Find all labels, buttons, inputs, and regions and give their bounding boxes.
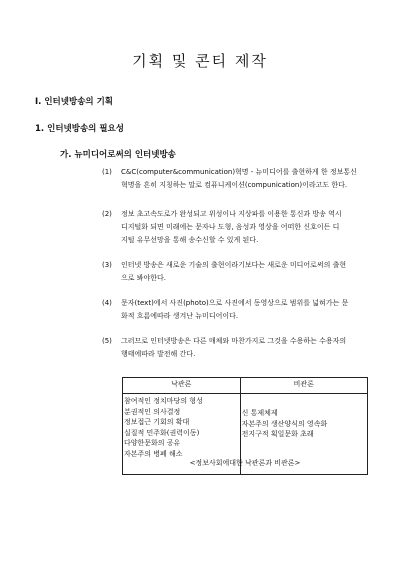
- header-pessimism: 비관론: [240, 378, 367, 394]
- paragraph-3: [102, 259, 347, 285]
- page-title: 기획 및 콘티 제작: [132, 52, 268, 70]
- list-item: 다양한문화의 공유: [124, 439, 181, 447]
- list-item: 정보접근 기회의 확대: [124, 418, 190, 426]
- paragraph-number: (5): [102, 337, 112, 345]
- list-item: 실질적 민주화(권력이동): [124, 428, 200, 437]
- subsection-heading: 1. 인터넷방송의 필요성: [35, 124, 124, 134]
- list-item: 자본주의 병폐 해소: [124, 449, 183, 458]
- list-item: 신 통제체제: [241, 409, 278, 417]
- paragraph-line: 화적 흐름에따라 생겨난 뉴미디어이다.: [121, 312, 239, 320]
- header-optimism: 낙관론: [123, 378, 241, 394]
- paragraph-number: (4): [102, 299, 112, 307]
- list-item: 참여적인 정치마당의 형성: [124, 397, 203, 405]
- paragraph-line: 지털 유무선망을 통해 송수신할 수 있게 된다.: [121, 236, 259, 244]
- table-caption: <정보사회에대한 낙관론과 비관론>: [189, 459, 301, 467]
- paragraph-line: 디지털화 되면 미래에는 문자나 도형, 음성과 영상을 어떠한 신호이든 디: [121, 223, 340, 231]
- paragraph-1: [102, 166, 357, 192]
- list-item: 자본주의 생산양식의 영속화: [241, 419, 328, 428]
- paragraph-line: 인터넷 방송은 새로운 기술의 출현이라기보다는 새로운 미디어로써의 출현: [121, 261, 347, 269]
- paragraph-line: C&C(computer&communication)혁명 - 뉴미디어를 출현하게 한 정보통신: [121, 168, 357, 176]
- sub-subsection-heading: 가. 뉴미디어로써의 인터넷방송: [60, 150, 176, 160]
- paragraph-4: [102, 297, 349, 323]
- list-item: 전지구적 획일문화 초래: [241, 430, 314, 438]
- paragraph-line: 문자(text)에서 사진(photo)으로 사진에서 동영상으로 범위를 넓혀가는 문: [121, 299, 349, 307]
- paragraph-line: 행태에따라 발전해 간다.: [121, 350, 196, 358]
- paragraph-line: 혁명을 흔히 지칭하는 말로 컴퓨니케이션(compunication)이라고도 한다.: [121, 181, 348, 189]
- paragraph-line: 으로 봐야한다.: [121, 274, 167, 282]
- paragraph-line: 정보 초고속도로가 완성되고 위성이나 지상파를 이용한 통신과 방송 역시: [121, 210, 342, 218]
- table-header-row: [123, 378, 368, 394]
- list-item: 분권적인 의사결정: [124, 407, 181, 416]
- paragraph-line: 그러므로 인터넷방송은 다른 매체와 마찬가지로 그것을 수용하는 수용자의: [121, 337, 347, 345]
- paragraph-5: [102, 335, 347, 361]
- paragraph-2: [102, 208, 342, 247]
- paragraph-number: (3): [102, 261, 112, 269]
- section-heading: I. 인터넷방송의 기획: [35, 97, 113, 107]
- paragraph-number: (1): [102, 168, 112, 176]
- paragraph-number: (2): [102, 210, 112, 218]
